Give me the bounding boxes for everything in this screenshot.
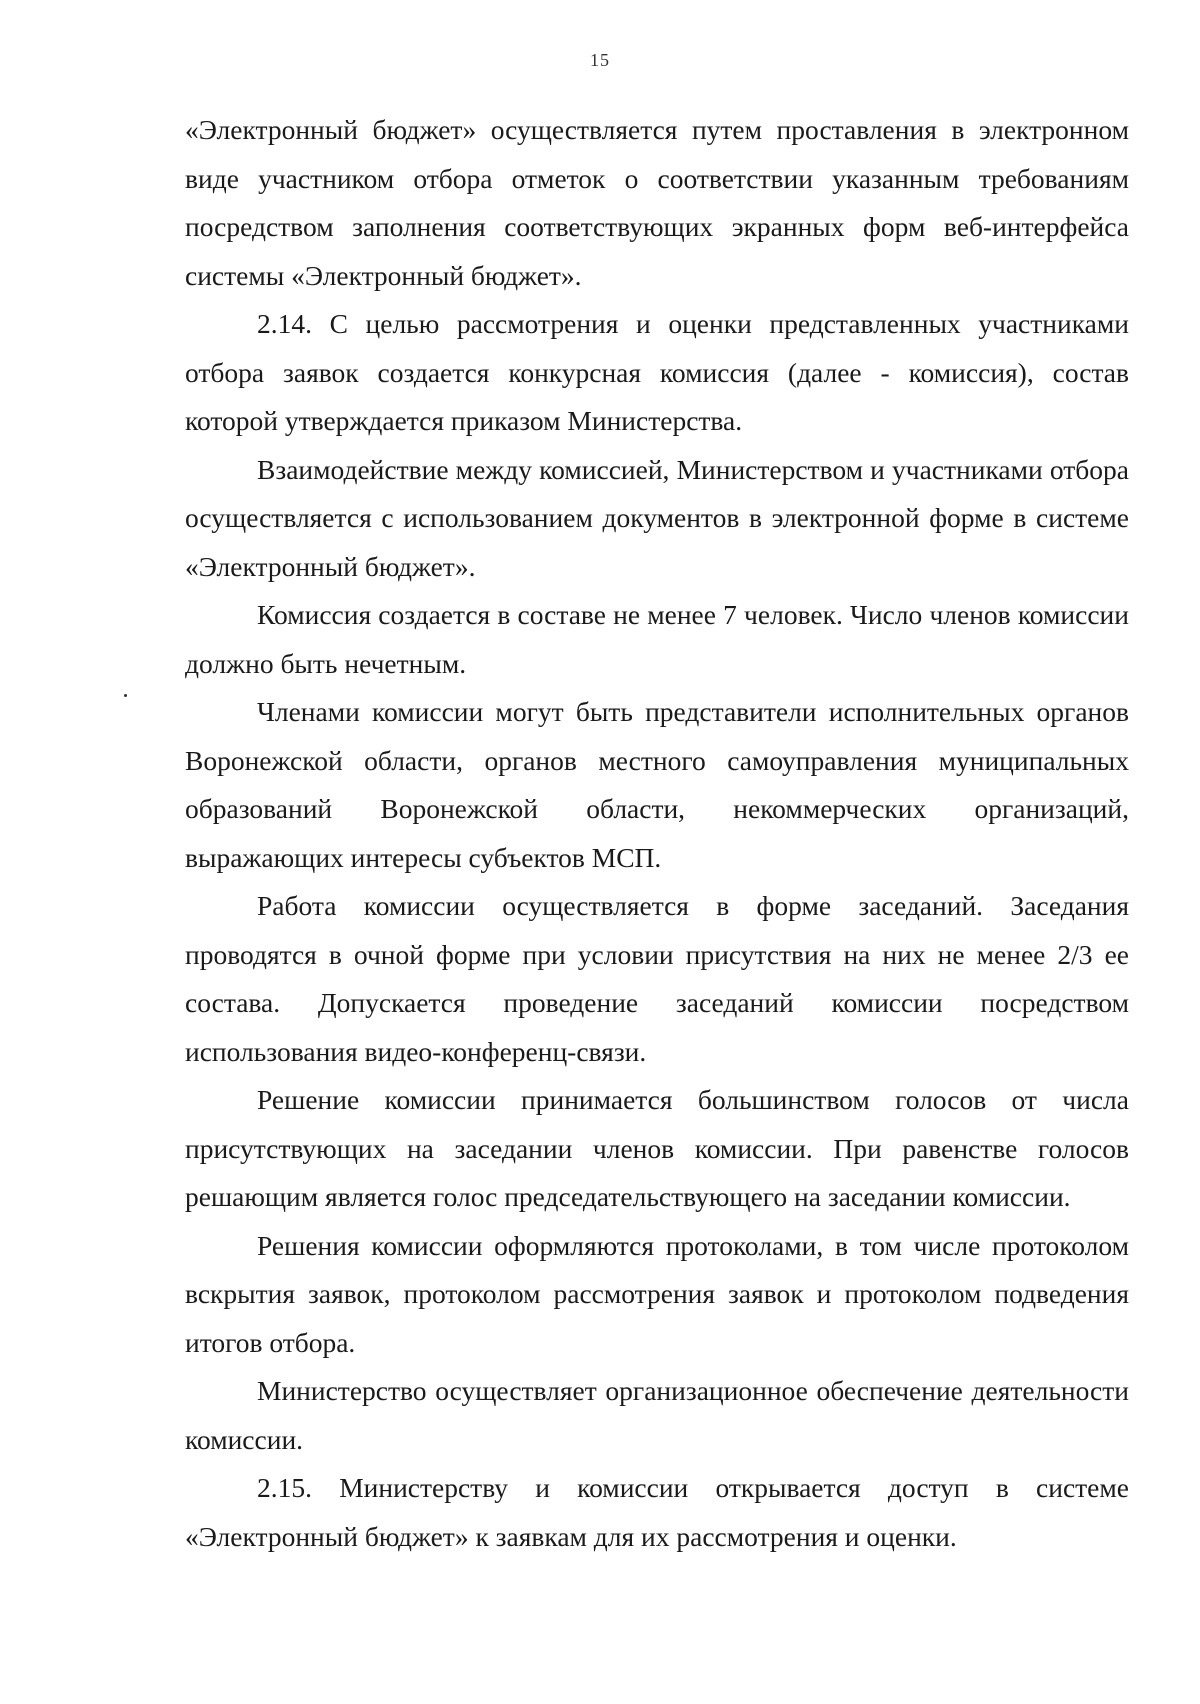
paragraph-commission-decision: Решение комиссии принимается большинством голосов от числа присутствующих на заседании членов комиссии. При равенстве голосов решающим является голос председательствующего на заседании комиссии.: [185, 1084, 1129, 1212]
paragraph-commission-work: Работа комиссии осуществляется в форме заседаний. Заседания проводятся в очной форме при условии присутствия на них не менее 2/3 ее состава. Допускается проведение заседаний комиссии посредством использования видео-конференц-связи.: [185, 890, 1129, 1067]
paragraph-interaction: Взаимодействие между комиссией, Министерством и участниками отбора осуществляется с использованием документов в электронной форме в системе «Электронный бюджет».: [185, 453, 1129, 582]
scan-dot-mark: [124, 694, 127, 697]
paragraph-ministry-support: Министерство осуществляет организационное обеспечение деятельности комиссии.: [185, 1375, 1129, 1455]
paragraph-2-15: 2.15. Министерству и комиссии открывается доступ в системе «Электронный бюджет» к заявкам для их рассмотрения и оценки.: [185, 1472, 1129, 1552]
paragraph-continuation: «Электронный бюджет» осуществляется путем проставления в электронном виде участником отбора отметок о соответствии указанным требованиям посредством заполнения соответствующих экранных форм веб-интерфейса системы «Электронный бюджет».: [185, 114, 1129, 291]
paragraph-commission-members: Членами комиссии могут быть представители исполнительных органов Воронежской области, органов местного самоуправления муниципальных образований Воронежской области, некоммерческих организаций, выражающих интересы субъектов МСП.: [185, 696, 1129, 873]
page-number: 15: [590, 50, 610, 70]
document-body: [185, 106, 1129, 1561]
paragraph-commission-protocols: Решения комиссии оформляются протоколами, в том числе протоколом вскрытия заявок, протоколом рассмотрения заявок и протоколом подведения итогов отбора.: [185, 1229, 1129, 1358]
paragraph-2-14: 2.14. С целью рассмотрения и оценки представленных участниками отбора заявок создается конкурсная комиссия (далее - комиссия), состав которой утверждается приказом Министерства.: [185, 308, 1129, 436]
paragraph-commission-size: Комиссия создается в составе не менее 7 человек. Число членов комиссии должно быть нечетным.: [185, 599, 1129, 679]
